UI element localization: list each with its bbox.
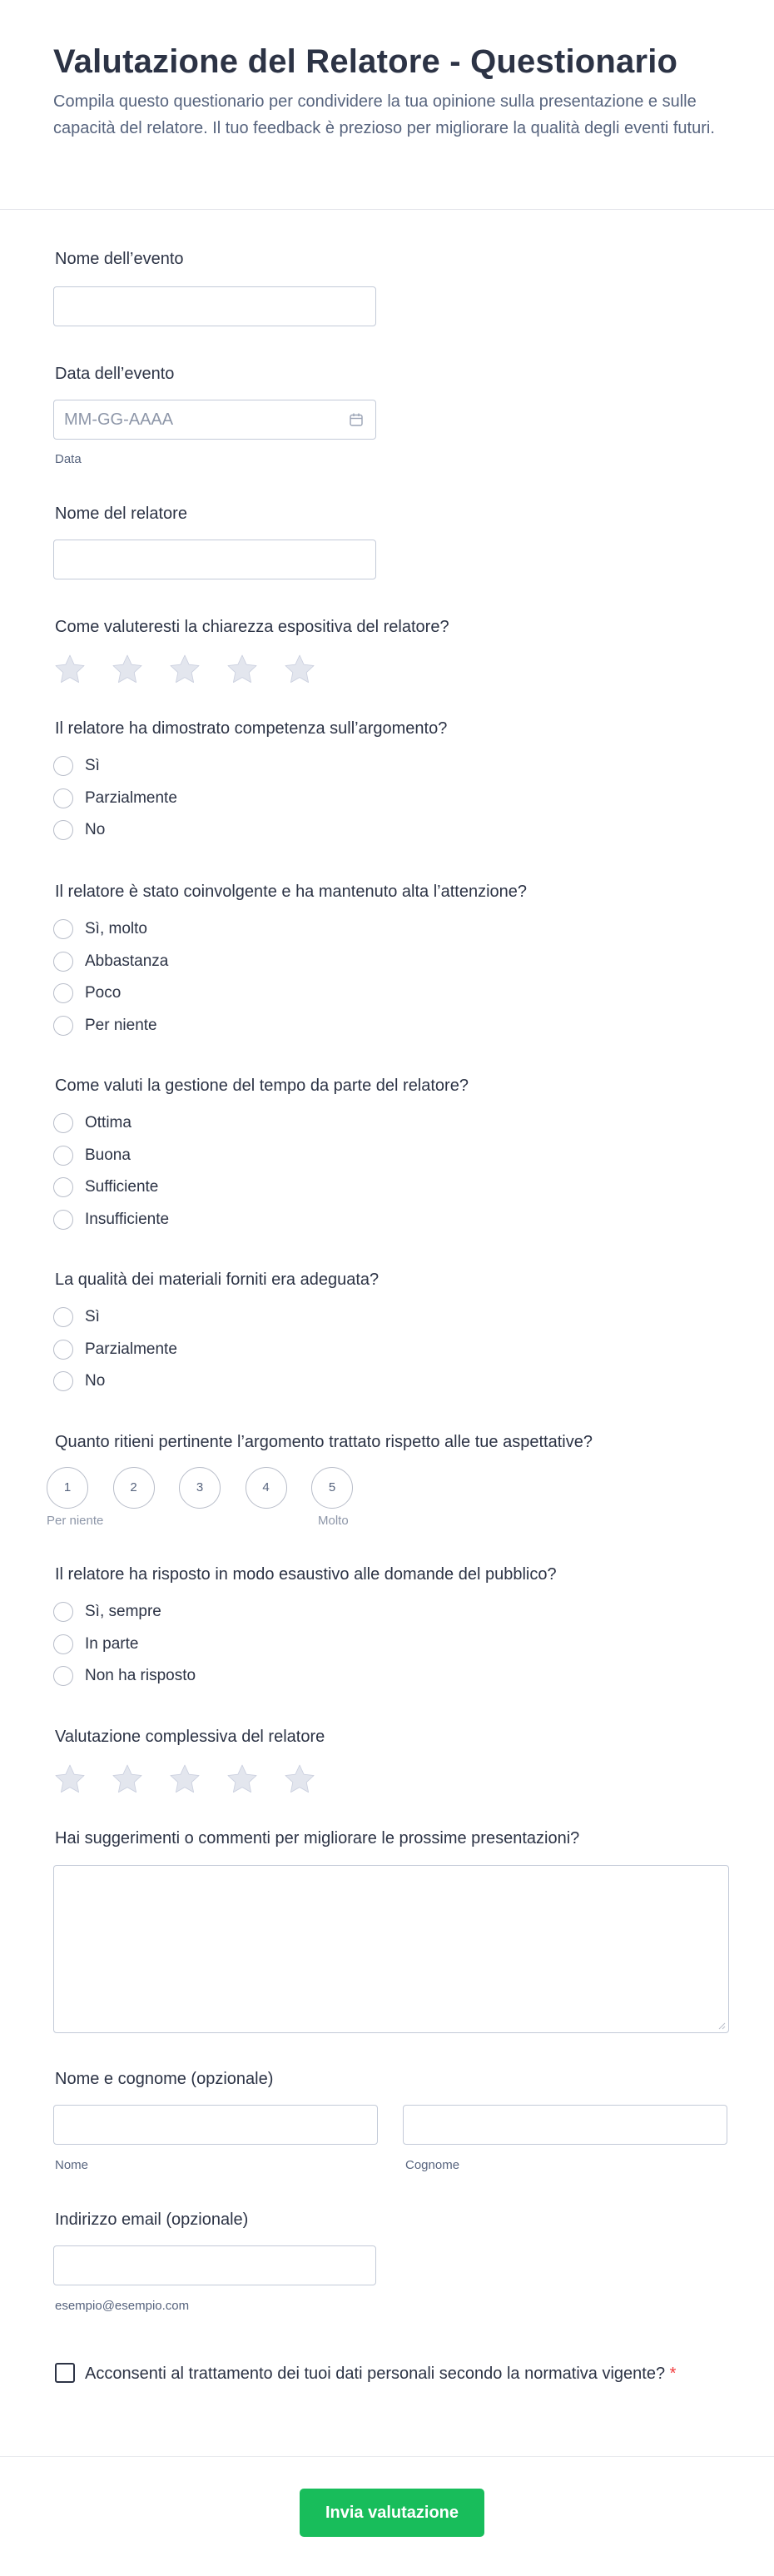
radio-label: Sufficiente [85, 1178, 159, 1196]
star-icon[interactable] [53, 1763, 87, 1796]
radio-label: Sì [85, 757, 100, 774]
competence-label: Il relatore ha dimostrato competenza sull’argomento? [55, 719, 448, 738]
radio-button[interactable] [53, 1113, 73, 1133]
first-name-input[interactable] [53, 2105, 378, 2145]
scale-min-label: Per niente [47, 1514, 104, 1528]
first-name-sublabel: Nome [55, 2158, 89, 2172]
radio-label: Parzialmente [85, 788, 177, 807]
scale-option-3[interactable]: 3 [179, 1467, 221, 1509]
radio-label: Insufficiente [85, 1210, 170, 1228]
star-icon[interactable] [168, 653, 201, 686]
email-label: Indirizzo email (opzionale) [55, 2210, 249, 2229]
required-asterisk: * [669, 2365, 677, 2383]
radio-button[interactable] [53, 983, 73, 1003]
overall-star-rating[interactable] [53, 1763, 328, 1796]
radio-label: Ottima [85, 1114, 131, 1131]
suggestions-textarea[interactable] [53, 1865, 729, 2033]
engagement-label: Il relatore è stato coinvolgente e ha mantenuto alta l’attenzione? [55, 883, 528, 901]
speaker-name-label: Nome del relatore [55, 505, 187, 523]
radio-button[interactable] [53, 820, 73, 840]
star-icon[interactable] [168, 1763, 201, 1796]
form-description: Compila questo questionario per condividere la tua opinione sulla presentazione e sulle capacità del relatore. Il tuo feedback è prezioso per migliorare la qualità degli eventi futuri. [53, 92, 715, 137]
scale-option-4[interactable]: 4 [246, 1467, 287, 1509]
radio-label: Buona [85, 1146, 131, 1164]
last-name-input[interactable] [403, 2105, 727, 2145]
star-icon[interactable] [283, 1763, 316, 1796]
footer-divider [0, 2456, 774, 2457]
overall-label: Valutazione complessiva del relatore [55, 1728, 325, 1746]
scale-max-label: Molto [318, 1514, 349, 1528]
radio-button[interactable] [53, 1210, 73, 1230]
radio-label: In parte [85, 1634, 139, 1653]
full-name-label: Nome e cognome (opzionale) [55, 2070, 274, 2088]
radio-label: Parzialmente [85, 1340, 177, 1358]
speaker-name-input[interactable] [53, 540, 376, 579]
consent-text [53, 2361, 686, 2386]
event-date-sublabel: Data [55, 452, 82, 466]
event-date-input[interactable] [53, 400, 376, 440]
radio-label: Sì, sempre [85, 1603, 161, 1620]
radio-label: Per niente [85, 1016, 157, 1034]
radio-button[interactable] [53, 952, 73, 972]
radio-button[interactable] [53, 788, 73, 808]
star-icon[interactable] [111, 653, 144, 686]
event-name-input[interactable] [53, 286, 376, 326]
calendar-icon[interactable] [349, 412, 364, 427]
email-input[interactable] [53, 2245, 376, 2285]
radio-button[interactable] [53, 1307, 73, 1327]
email-sublabel: esempio@esempio.com [55, 2299, 190, 2313]
radio-button[interactable] [53, 756, 73, 776]
radio-button[interactable] [53, 1602, 73, 1622]
consent-label: Acconsenti al trattamento dei tuoi dati personali secondo la normativa vigente? [85, 2365, 666, 2383]
radio-label: Sì, molto [85, 920, 147, 937]
radio-button[interactable] [53, 1371, 73, 1391]
relevance-label: Quanto ritieni pertinente l’argomento trattato rispetto alle tue aspettative? [55, 1433, 593, 1451]
qa-label: Il relatore ha risposto in modo esaustivo alle domande del pubblico? [55, 1565, 557, 1584]
radio-button[interactable] [53, 1666, 73, 1686]
clarity-star-rating[interactable] [53, 653, 328, 686]
last-name-sublabel: Cognome [405, 2158, 460, 2172]
radio-label: No [85, 1372, 106, 1390]
materials-label: La qualità dei materiali forniti era adeguata? [55, 1271, 380, 1289]
radio-button[interactable] [53, 1634, 73, 1654]
star-icon[interactable] [226, 653, 259, 686]
form-title: Valutazione del Relatore - Questionario [53, 43, 678, 80]
time-management-label: Come valuti la gestione del tempo da parte del relatore? [55, 1077, 469, 1095]
star-icon[interactable] [226, 1763, 259, 1796]
resize-grip-icon[interactable] [717, 2022, 726, 2030]
scale-option-1[interactable]: 1 [47, 1467, 88, 1509]
radio-button[interactable] [53, 919, 73, 939]
scale-option-5[interactable]: 5 [311, 1467, 353, 1509]
star-icon[interactable] [53, 653, 87, 686]
star-icon[interactable] [111, 1763, 144, 1796]
radio-button[interactable] [53, 1177, 73, 1197]
radio-label: Sì [85, 1308, 100, 1325]
event-date-label: Data dell’evento [55, 365, 175, 383]
suggestions-label: Hai suggerimenti o commenti per migliorare le prossime presentazioni? [55, 1829, 580, 1847]
radio-button[interactable] [53, 1016, 73, 1036]
radio-label: Abbastanza [85, 952, 169, 970]
radio-button[interactable] [53, 1146, 73, 1166]
radio-button[interactable] [53, 1340, 73, 1360]
radio-label: Poco [85, 984, 122, 1002]
clarity-label: Come valuteresti la chiarezza espositiva del relatore? [55, 618, 449, 636]
event-name-label: Nome dell’evento [55, 250, 184, 268]
scale-option-2[interactable]: 2 [113, 1467, 155, 1509]
submit-button[interactable]: Invia valutazione [300, 2489, 484, 2537]
form-header [0, 0, 774, 210]
star-icon[interactable] [283, 653, 316, 686]
radio-label: No [85, 821, 106, 839]
radio-label: Non ha risposto [85, 1667, 196, 1685]
